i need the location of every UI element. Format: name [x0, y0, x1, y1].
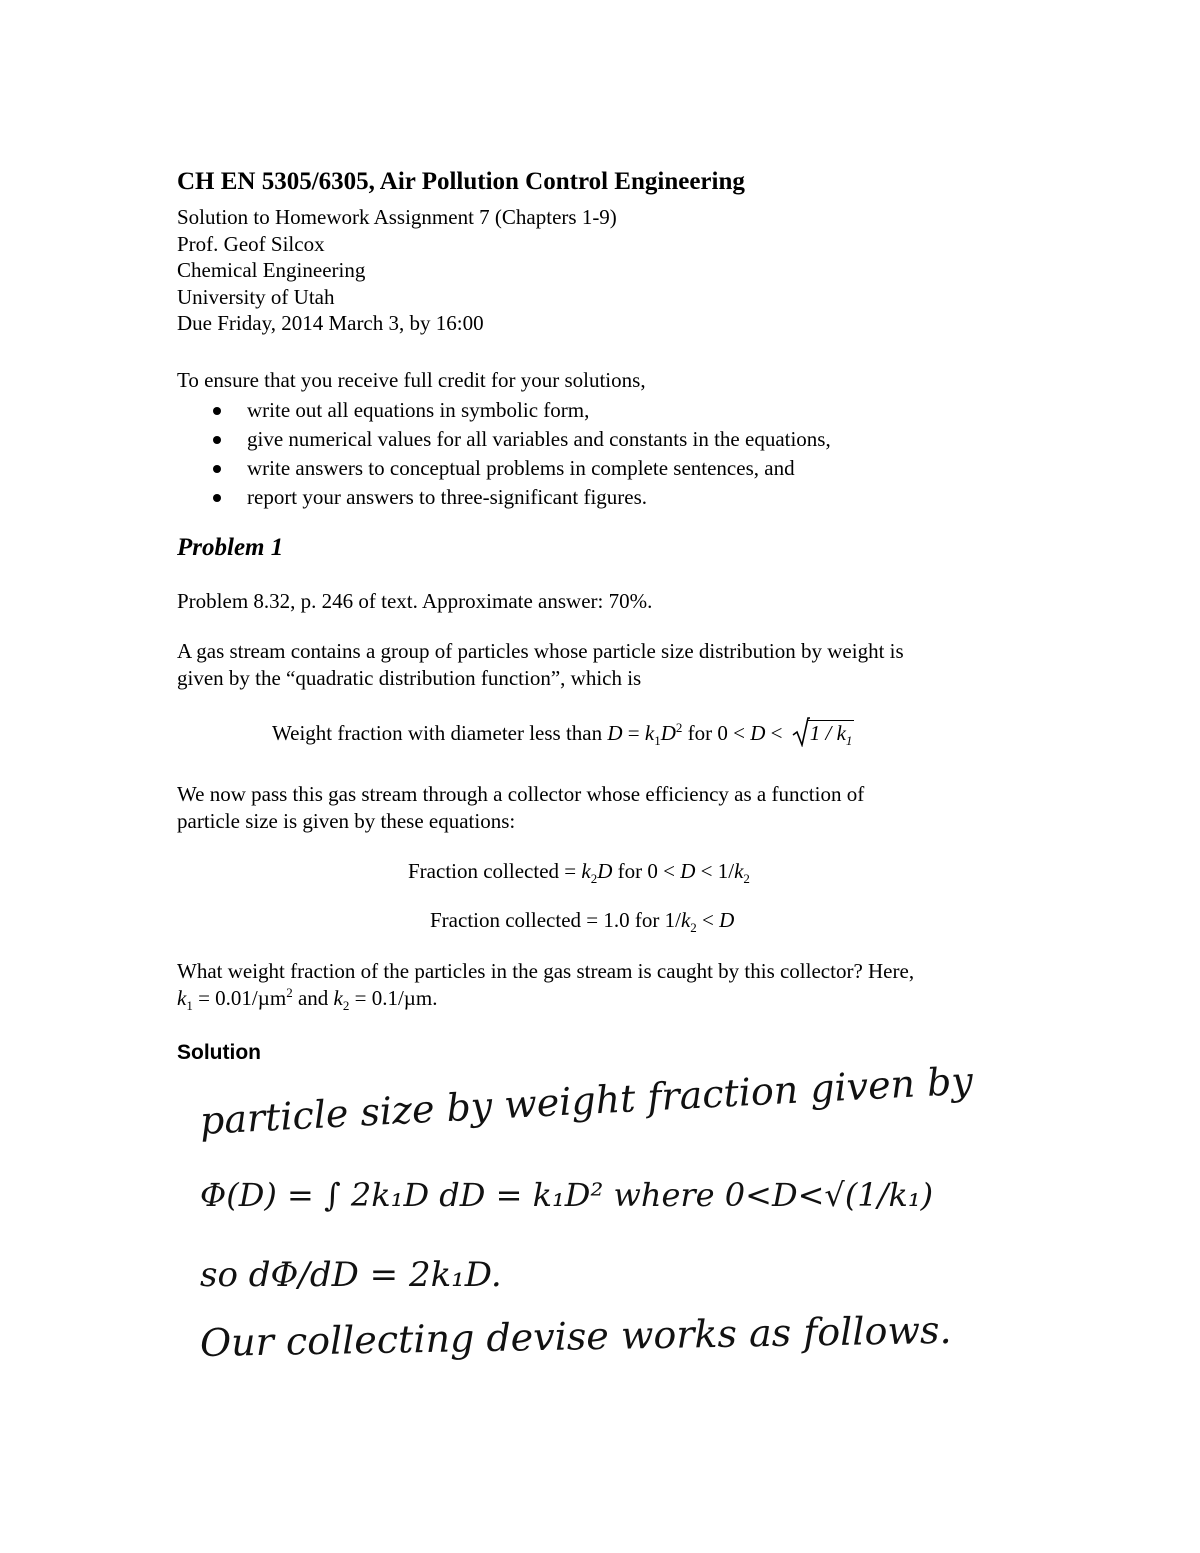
eq-op: < — [696, 908, 720, 932]
list-item: write answers to conceptual problems in complete sentences, and — [177, 455, 831, 484]
handwritten-line: Our collecting devise works as follows. — [199, 1307, 952, 1365]
eq-text: Fraction collected = — [408, 859, 582, 883]
university-line: University of Utah — [177, 284, 335, 309]
radical-sign-icon — [792, 717, 810, 747]
paragraph-line: $k_1 = 0.01/\mu m^2$ and $k_2 = 0.1/\mu m$. — [177, 984, 438, 1013]
handwritten-line: so dΦ/dD = 2k₁D. — [200, 1255, 502, 1295]
eq-var: k — [734, 859, 744, 883]
eq-var: k — [680, 908, 691, 932]
handwritten-solution — [190, 1058, 974, 1390]
eq-text: Fraction collected = 1.0 for 1/ — [430, 908, 681, 932]
list-item: give numerical values for all variables and constants in the equations, — [177, 426, 831, 455]
due-date-line: Due Friday, 2014 March 3, by 16:00 — [177, 311, 484, 335]
equation-collected-2 — [430, 907, 734, 934]
eq-sub: 1 — [654, 733, 661, 749]
problem-paragraph-3 — [177, 958, 914, 1011]
assignment-line: Solution to Homework Assignment 7 (Chapters 1-9) — [177, 205, 617, 229]
square-root — [792, 720, 855, 747]
eq-sub: 2 — [690, 920, 697, 936]
paragraph-line: What weight fraction of the particles in the gas stream is caught by this collector? Here, — [177, 959, 915, 983]
instructions-list — [177, 397, 831, 513]
eq-var: D — [719, 908, 735, 932]
eq-var: k — [644, 721, 655, 745]
eq-var: D — [607, 721, 623, 745]
handwritten-line: particle size by weight fraction given by — [198, 1058, 974, 1143]
equation-collected-1 — [408, 858, 750, 885]
eq-var: D — [750, 721, 766, 745]
paragraph-line: given by the “quadratic distribution function”, which is — [177, 665, 642, 690]
eq-var: D — [660, 721, 676, 745]
list-item: write out all equations in symbolic form, — [177, 397, 831, 426]
eq-text: Weight fraction with diameter less than — [272, 721, 608, 745]
problem-paragraph-2 — [177, 781, 864, 834]
problem-heading: Problem 1 — [177, 534, 284, 561]
eq-sub: 2 — [590, 871, 598, 887]
professor-line: Prof. Geof Silcox — [177, 231, 325, 256]
list-item: report your answers to three-significant figures. — [177, 484, 831, 513]
instructions-intro: To ensure that you receive full credit for your solutions, — [177, 368, 646, 392]
eq-sup: 2 — [675, 720, 683, 735]
problem-reference: Problem 8.32, p. 246 of text. Approximate answer: 70%. — [177, 589, 653, 613]
eq-op: = — [622, 721, 645, 745]
header-block — [177, 204, 617, 337]
eq-text: < 1/ — [695, 859, 735, 883]
handwritten-line: Φ(D) = ∫ 2k₁D dD = k₁D² where 0<D<√(1/k₁) — [200, 1176, 934, 1214]
eq-text: for 0 < — [682, 721, 751, 745]
problem-paragraph-1 — [177, 638, 904, 691]
eq-var: D — [597, 859, 613, 883]
department-line: Chemical Engineering — [177, 258, 366, 282]
document-title: CH EN 5305/6305, Air Pollution Control Engineering — [177, 168, 745, 195]
eq-sub: 2 — [743, 871, 750, 887]
paragraph-line: We now pass this gas stream through a collector whose efficiency as a function of — [177, 782, 865, 806]
eq-var: D — [680, 859, 696, 883]
eq-op: < — [765, 721, 788, 745]
paragraph-line: particle size is given by these equations: — [177, 808, 516, 833]
solution-heading: Solution — [177, 1041, 261, 1064]
eq-var: k — [581, 859, 591, 883]
paragraph-line: A gas stream contains a group of particles whose particle size distribution by weight is — [177, 639, 904, 663]
sqrt-content: $1 / k_1$ — [809, 721, 853, 749]
equation-weight-fraction — [272, 720, 854, 747]
eq-text: for 0 < — [612, 859, 681, 883]
